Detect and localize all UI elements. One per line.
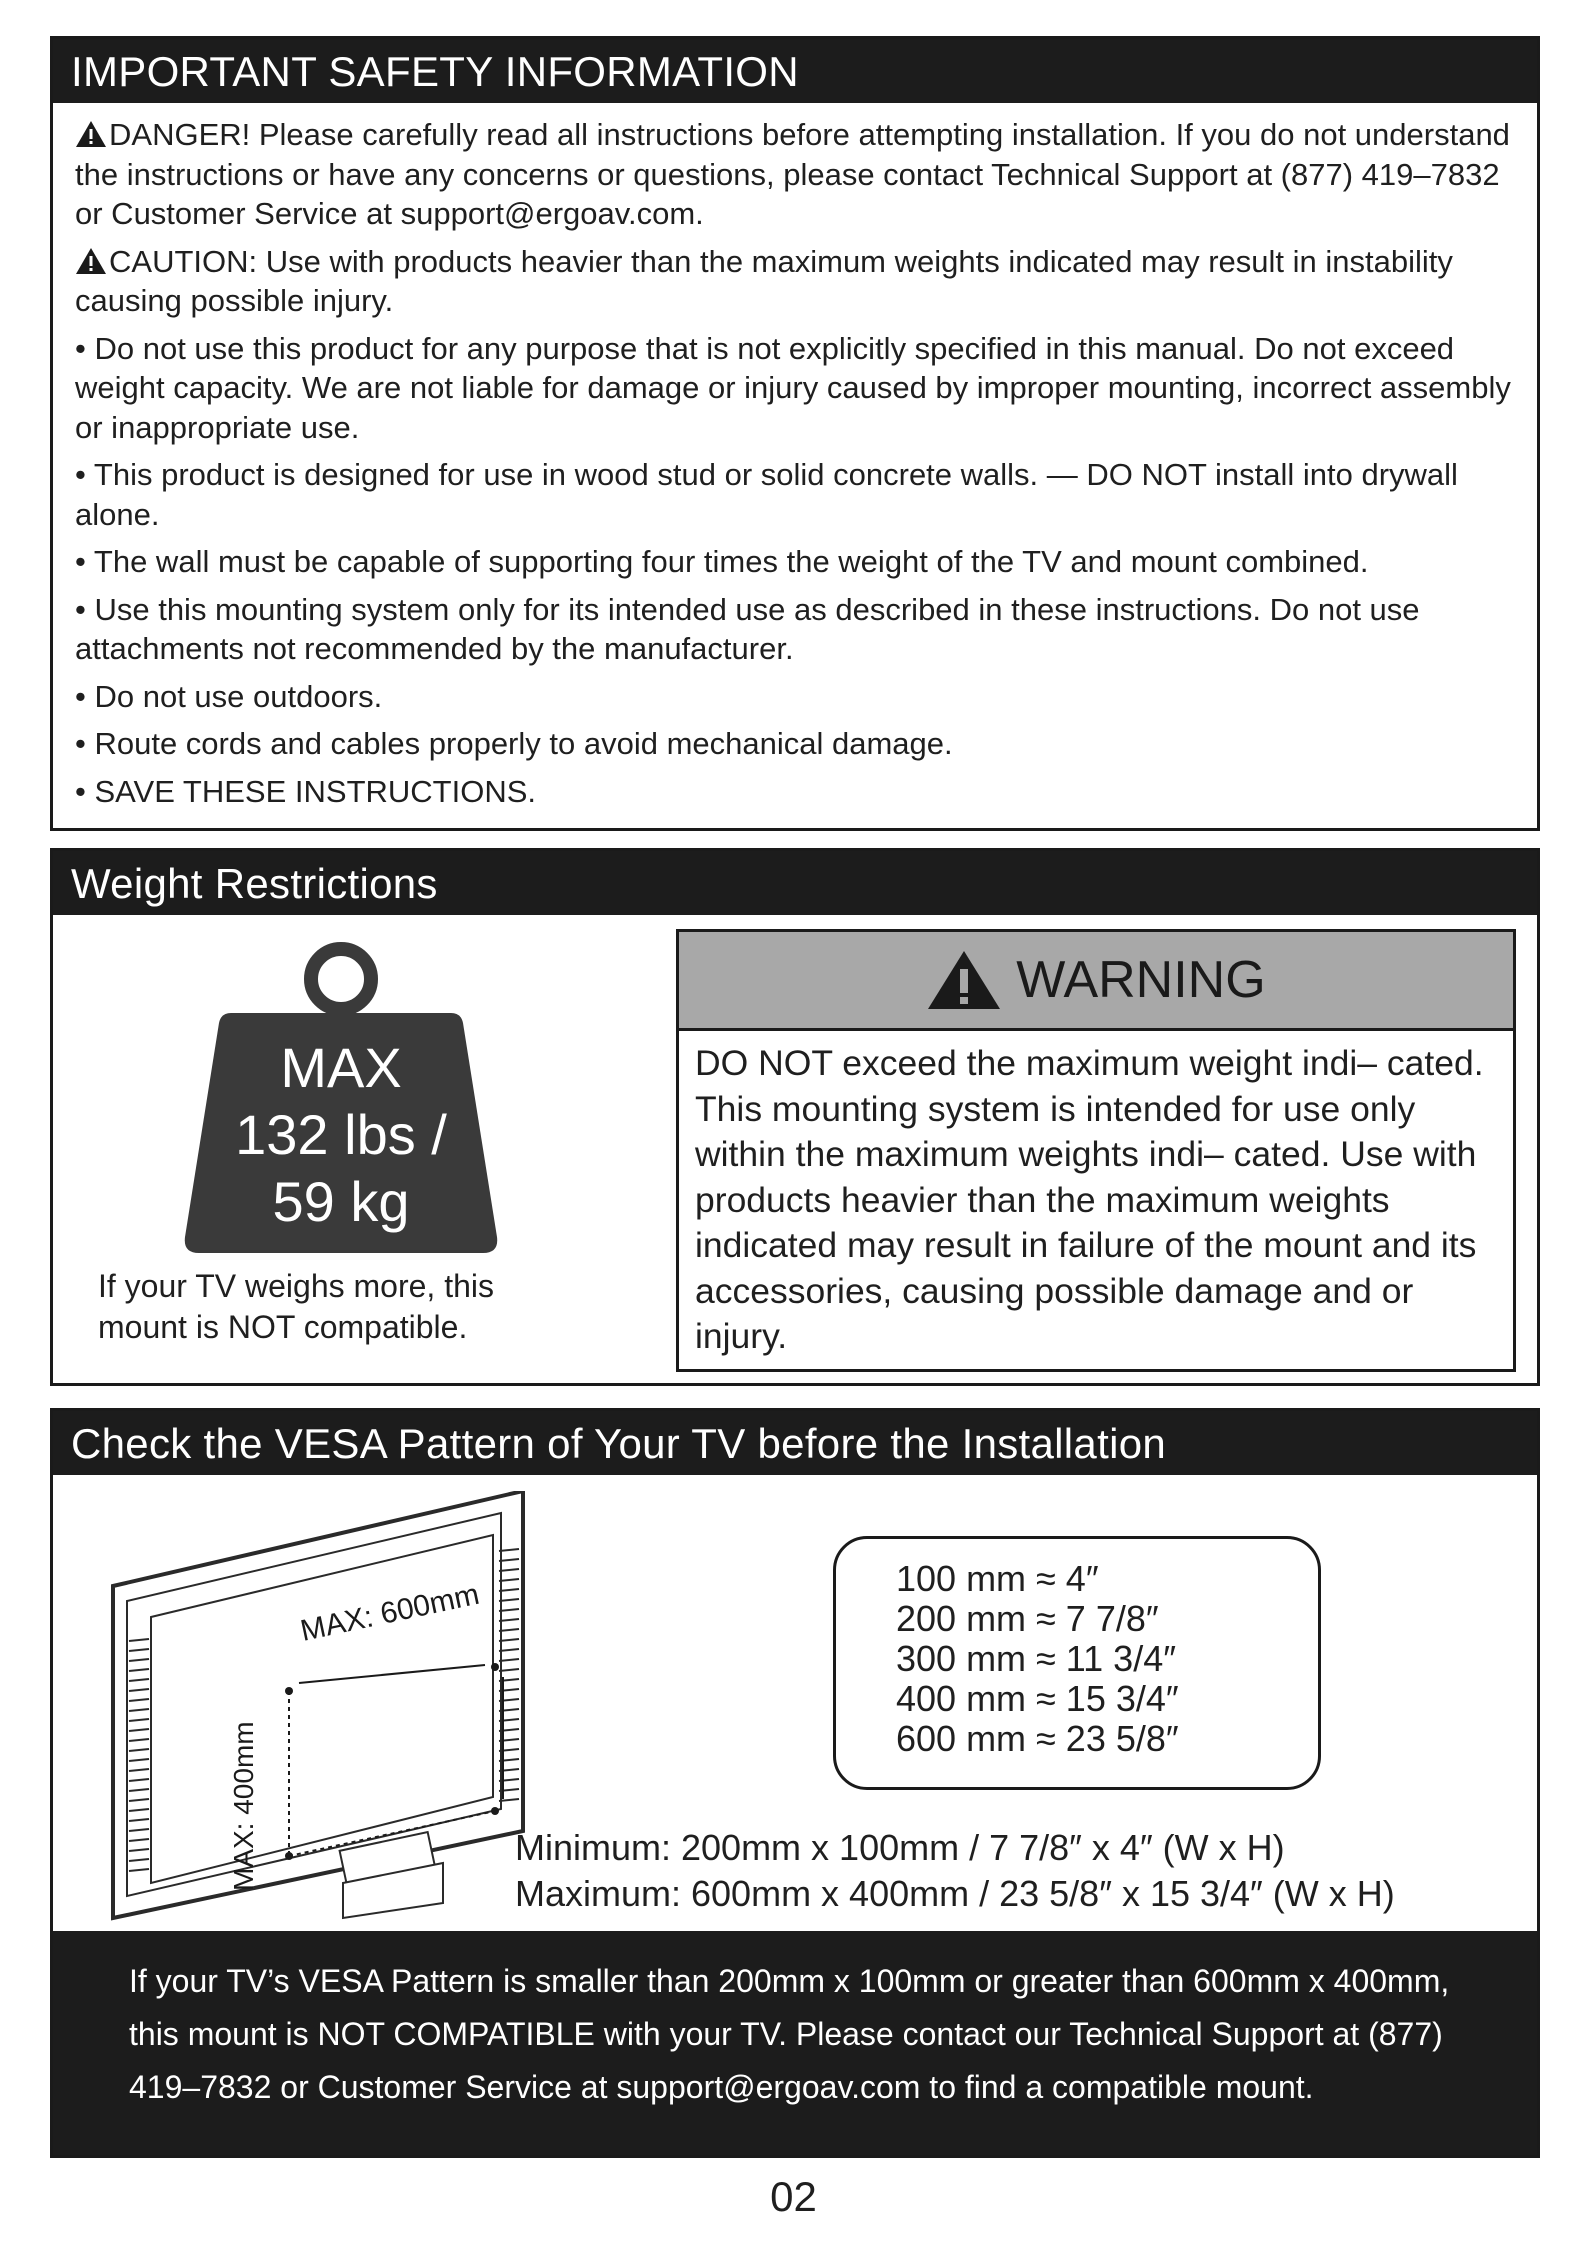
weight-icon [161,937,521,1267]
weight-max-lbs: 132 lbs / [235,1103,447,1166]
weight-caption: If your TV weighs more, this mount is NOT compatible. [98,1268,494,1345]
conversion-line: 600 mm ≈ 23 5/8″ [896,1718,1179,1759]
page-number: 02 [770,2173,817,2220]
danger-label: DANGER! [109,117,251,152]
vesa-minmax [515,1825,1395,1917]
vesa-maximum: Maximum: 600mm x 400mm / 23 5/8″ x 15 3/4″ (W x H) [515,1873,1395,1914]
vesa-minimum: Minimum: 200mm x 100mm / 7 7/8″ x 4″ (W x H) [515,1827,1285,1868]
caution-warning-icon [75,247,107,275]
vesa-compatibility-note: If your TV’s VESA Pattern is smaller than 200mm x 100mm or greater than 600mm x 400mm, this mount is NOT COMPATIBLE with your TV. Please contact our Technical Support at (877) 419–7832 or Customer Service at support@ergoav.com to find a compatible mount. [53,1931,1537,2155]
safety-bullet: • Do not use outdoors. [75,678,383,714]
conversion-line: 400 mm ≈ 15 3/4″ [896,1678,1179,1719]
conversion-box [833,1536,1321,1790]
warning-text: DO NOT exceed the maximum weight indi– cated. This mounting system is intended for use only within the maximum weights indi– cated. Use with products heavier than the maximum weights indicated may result in failure of the mount and its accessories, causing possible damage and or injury. [695,1043,1484,1356]
weight-max-label: MAX [280,1036,402,1099]
warning-box [676,929,1516,1372]
safety-bullet: • This product is designed for use in wood stud or solid concrete walls. — DO NOT install into drywall alone. [75,457,1458,532]
caution-label: CAUTION: [109,243,258,279]
safety-bullet: • Route cords and cables properly to avoid mechanical damage. [75,726,953,761]
weight-header: Weight Restrictions [53,851,1537,915]
conversion-line: 100 mm ≈ 4″ [896,1558,1099,1599]
caution-text: Use with products heavier than the maximum weights indicated may result in instability causing possible injury. [75,243,1453,318]
safety-section [50,36,1540,831]
vesa-section [50,1408,1540,2158]
tv-max-height-label: MAX: 400mm [228,1721,259,1891]
tv-max-width-label: MAX: 600mm [297,1577,483,1648]
tv-vesa-diagram [93,1491,533,1921]
warning-icon [926,949,1002,1011]
safety-bullet: • Do not use this product for any purpose that is not explicitly specified in this manual. Do not exceed weight capacity. We are not liable for damage or injury caused by improper mounting, incorrect assembly or inappropriate use. [75,330,1511,445]
safety-bullet: • SAVE THESE INSTRUCTIONS. [75,773,537,809]
warning-head [679,932,1513,1031]
safety-bullet: • The wall must be capable of supporting four times the weight of the TV and mount combined. [75,544,1369,579]
safety-header: IMPORTANT SAFETY INFORMATION [53,39,1537,103]
weight-section [50,848,1540,1386]
danger-warning-icon [75,120,107,148]
safety-bullet: • Use this mounting system only for its intended use as described in these instructions. Do not use attachments not recommended by the manufacturer. [75,591,1420,666]
safety-body [53,103,1537,811]
conversion-line: 200 mm ≈ 7 7/8″ [896,1598,1159,1639]
danger-paragraph [75,115,1511,234]
conversion-line: 300 mm ≈ 11 3/4″ [896,1638,1176,1679]
danger-text: Please carefully read all instructions before attempting installation. If you do not understand the instructions or have any concerns or questions, please contact Technical Support at (877) 419–7832 or Customer Service at support@ergoav.com. [75,117,1510,231]
weight-max-kg: 59 kg [272,1170,410,1233]
warning-title: WARNING [1016,951,1266,1009]
vesa-header: Check the VESA Pattern of Your TV before the Installation [53,1411,1537,1475]
caution-paragraph [75,242,1511,321]
